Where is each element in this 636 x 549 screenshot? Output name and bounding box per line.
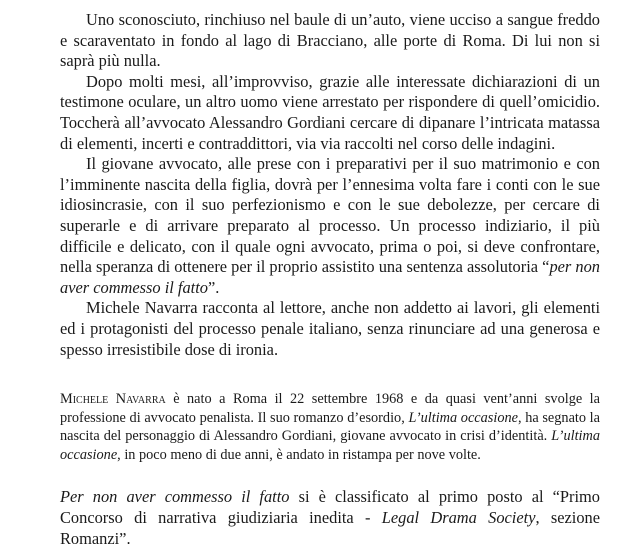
author-bio-text-3: , in poco meno di due anni, è andato in ristampa per nove volte. xyxy=(117,446,481,463)
debut-novel-title: L’ultima occasione xyxy=(408,409,518,426)
verdict-phrase: per non aver commesso il fatto xyxy=(60,257,600,297)
award-note xyxy=(60,487,600,549)
author-bio xyxy=(60,390,600,464)
author-bio-text-1: è nato a Roma il 22 settembre 1968 e da quasi vent’anni svolge la professione di avvocato penalista. Il suo romanzo d’esordio, xyxy=(60,391,600,426)
award-text-1: si è classificato al primo posto al “Primo Concorso di narrativa giudiziaria inedita - xyxy=(60,487,600,528)
debut-novel-title-repeat: L’ultima occasione xyxy=(60,428,600,463)
author-name: Michele Navarra xyxy=(60,391,166,408)
synopsis-paragraph-3-end: ”. xyxy=(207,277,220,297)
society-name: Legal Drama Society xyxy=(381,508,536,528)
synopsis-paragraph-2: Dopo molti mesi, all’improvviso, grazie alle interessate dichiarazioni di un testimone oculare, un altro uomo viene arrestato per rispondere di quell’omicidio. Toccherà all’avvocato Alessandro Gordiani cercare di dipanare l’intricata matassa di elementi, incerti e contraddittori, via via raccolti nel corso delle indagini. xyxy=(60,71,600,153)
synopsis-paragraph-3-text: Il giovane avvocato, alle prese con i preparativi per il suo matrimonio e con l’imminente nascita della figlia, dovrà per l’ennesima volta fare i conti con le sue idiosincrasie, con il suo perfezionismo e con le sue debolezze, per cercare di superarle e di arrivare preparato al processo. Un processo indiziario, il più difficile e delicato, con il quale ogni avvocato, prima o poi, si deve confrontare, nella speranza di ottenere per il proprio assistito una sentenza assolutoria “ xyxy=(60,154,600,277)
synopsis-paragraph-4: Michele Navarra racconta al lettore, anche non addetto ai lavori, gli elementi ed i protagonisti del processo penale italiano, senza rinunciare ad una generosa e spesso irresistibile dose di ironia. xyxy=(60,298,600,359)
synopsis xyxy=(60,10,600,360)
synopsis-paragraph-1: Uno sconosciuto, rinchiuso nel baule di un’auto, viene ucciso a sangue freddo e scaraventato in fondo al lago di Bracciano, alle porte di Roma. Di lui non si saprà più nulla. xyxy=(60,10,600,71)
award-text-2: , sezione Romanzi”. xyxy=(60,508,601,548)
author-bio-text-2: , ha segnato la nascita del personaggio di Alessandro Gordiani, giovane avvocato in crisi d’identità. xyxy=(60,409,601,445)
synopsis-paragraph-3 xyxy=(60,154,600,298)
back-cover-text xyxy=(60,10,600,549)
book-title: Per non aver commesso il fatto xyxy=(60,487,290,507)
